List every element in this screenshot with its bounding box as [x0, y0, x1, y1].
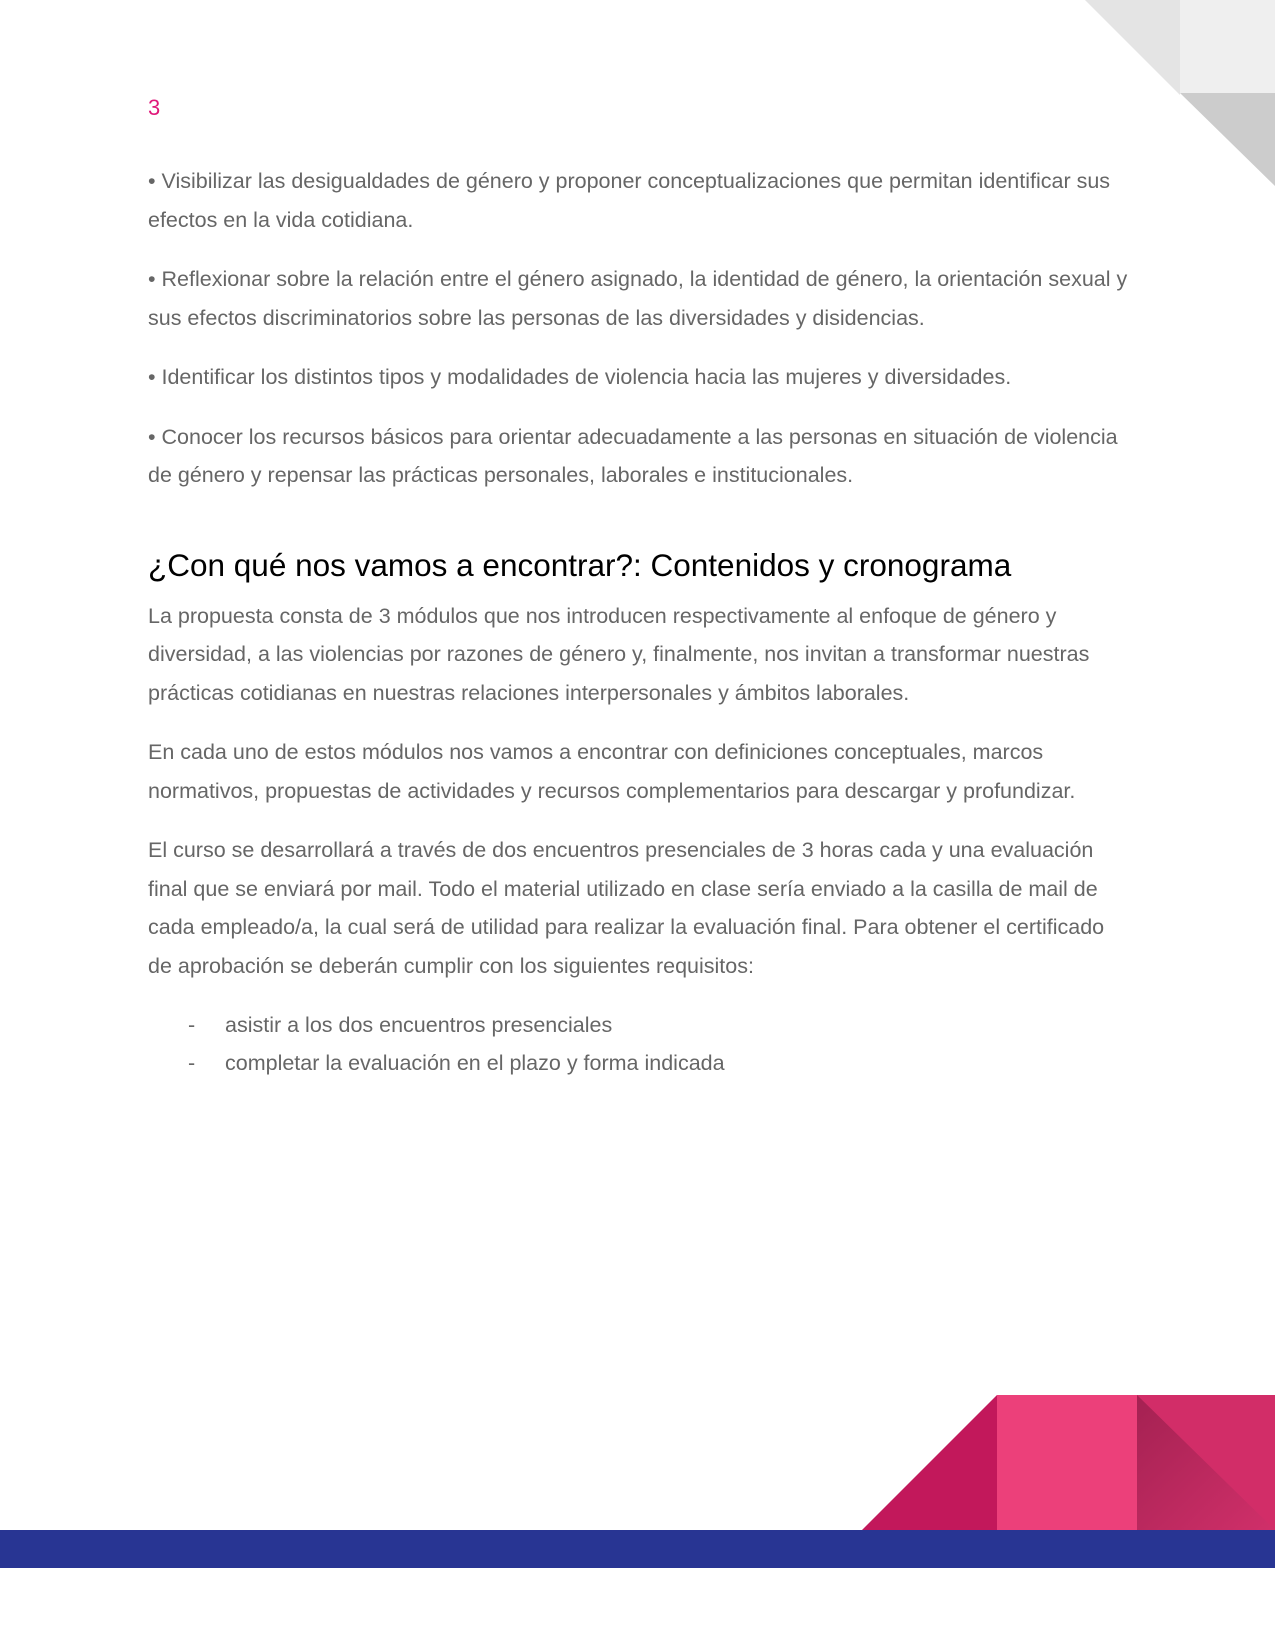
requirement-text: asistir a los dos encuentros presenciales: [225, 1013, 613, 1037]
requirements-list: [148, 1006, 1128, 1082]
corner-fold-light: [1085, 0, 1180, 95]
objective-item: • Conocer los recursos básicos para orientar adecuadamente a las personas en situación de violencia de género y repensar las prácticas personales, laborales e institucionales.: [148, 424, 1118, 487]
footer-blue-band: [0, 1530, 1275, 1568]
footer-pink-block: [997, 1395, 1137, 1530]
corner-square: [1180, 0, 1275, 93]
requirement-item: [148, 1044, 1128, 1082]
requirement-text: completar la evaluación en el plazo y forma indicada: [225, 1051, 725, 1075]
body-paragraph: En cada uno de estos módulos nos vamos a encontrar con definiciones conceptuales, marcos normativos, propuestas de actividades y recursos complementarios para descargar y profundizar.: [148, 740, 1076, 803]
list-dash: -: [188, 1051, 196, 1075]
corner-fold-dark: [1180, 93, 1275, 186]
section-heading: ¿Con qué nos vamos a encontrar?: Contenidos y cronograma: [148, 546, 1012, 583]
section-body: [148, 597, 1128, 986]
objective-item: • Reflexionar sobre la relación entre el género asignado, la identidad de género, la orientación sexual y sus efectos discriminatorios sobre las personas de las diversidades y disidencias.: [148, 267, 1128, 330]
main-content: [148, 162, 1128, 1082]
footer-decoration: [0, 1390, 1275, 1570]
footer-triangle: [862, 1395, 997, 1530]
objectives-list: [148, 162, 1128, 495]
list-dash: -: [188, 1013, 196, 1037]
objective-item: • Identificar los distintos tipos y modalidades de violencia hacia las mujeres y diversidades.: [148, 365, 1012, 389]
body-paragraph: La propuesta consta de 3 módulos que nos introducen respectivamente al enfoque de género y diversidad, a las violencias por razones de género y, finalmente, nos invitan a transformar nuestras prácticas cotidianas en nuestras relaciones interpersonales y ámbitos laborales.: [148, 603, 1090, 705]
objective-item: • Visibilizar las desigualdades de género y proponer conceptualizaciones que permitan identificar sus efectos en la vida cotidiana.: [148, 169, 1111, 232]
body-paragraph: El curso se desarrollará a través de dos encuentros presenciales de 3 horas cada y una evaluación final que se enviará por mail. Todo el material utilizado en clase sería enviado a la casilla de mail de cada empleado/a, la cual será de utilidad para realizar la evaluación final. Para obtener el certificado de aprobación se deberán cumplir con los siguientes requisitos:: [148, 838, 1105, 978]
requirement-item: [148, 1006, 1128, 1044]
page-number: 3: [148, 95, 161, 120]
